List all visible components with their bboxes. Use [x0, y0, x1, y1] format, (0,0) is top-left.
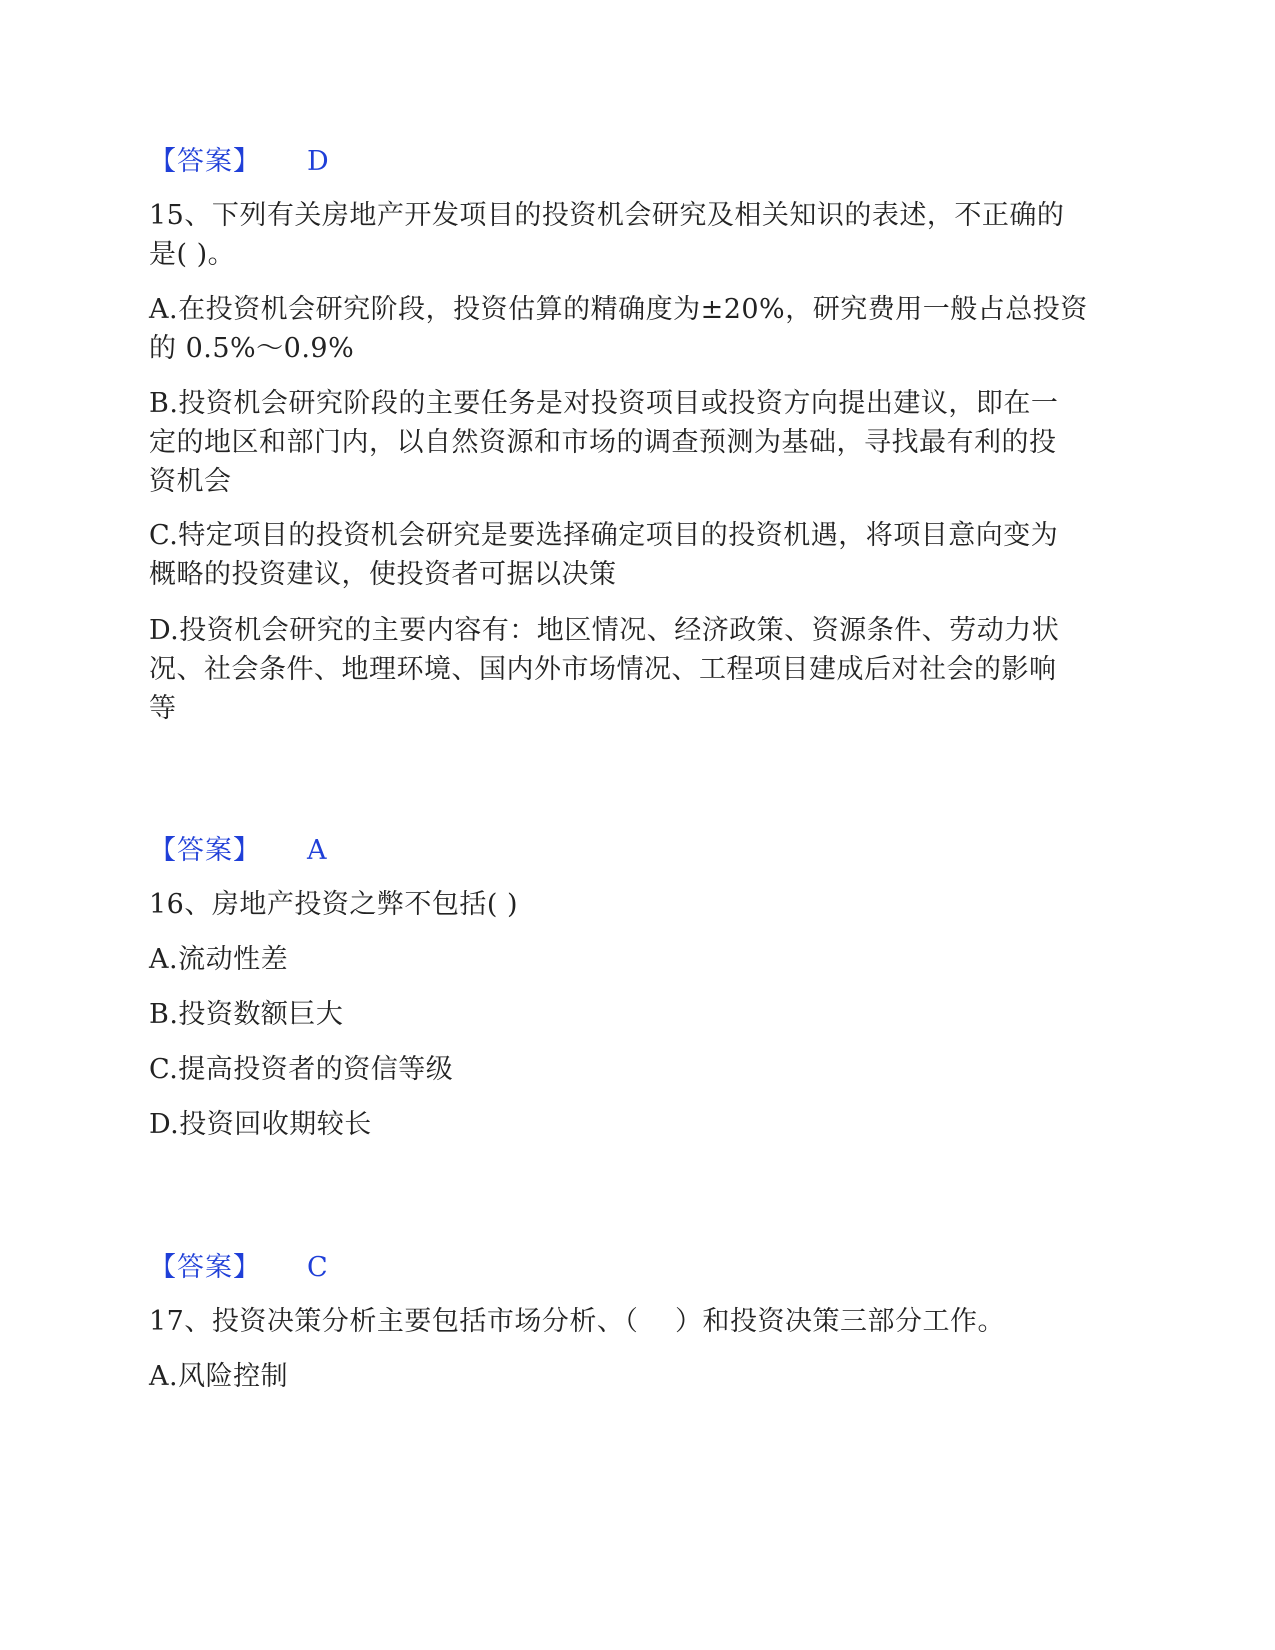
answer-label: 【答案】 — [149, 146, 261, 177]
question-16-text: 16、房地产投资之弊不包括( ) — [149, 889, 519, 920]
option-16-c: C.提高投资者的资信等级 — [149, 1054, 454, 1085]
answer-value: C — [307, 1252, 329, 1283]
option-15-a: A.在投资机会研究阶段，投资估算的精确度为±20%，研究费用一般占总投资 — [149, 294, 1088, 325]
answer-line-14 — [149, 142, 1119, 181]
option-15-c: C.特定项目的投资机会研究是要选择确定项目的投资机遇，将项目意向变为 — [149, 520, 1059, 551]
answer-line-16 — [149, 1248, 1119, 1287]
option-17-a: A.风险控制 — [149, 1361, 289, 1392]
answer-label: 【答案】 — [149, 1252, 261, 1283]
answer-line-15 — [149, 831, 1119, 870]
question-17-text: 17、投资决策分析主要包括市场分析、（ ）和投资决策三部分工作。 — [149, 1306, 1005, 1337]
option-15-c: 概略的投资建议，使投资者可据以决策 — [149, 559, 617, 590]
option-15-d: D.投资机会研究的主要内容有：地区情况、经济政策、资源条件、劳动力状 — [149, 615, 1060, 646]
answer-value: D — [307, 146, 330, 177]
question-15-text: 是( )。 — [149, 239, 236, 270]
answer-label: 【答案】 — [149, 835, 261, 866]
option-15-a: 的 0.5%～0.9% — [149, 333, 355, 364]
option-16-b: B.投资数额巨大 — [149, 999, 344, 1030]
option-15-b: B.投资机会研究阶段的主要任务是对投资项目或投资方向提出建议，即在一 — [149, 388, 1059, 419]
option-15-d: 等 — [149, 693, 177, 724]
option-16-a: A.流动性差 — [149, 944, 289, 975]
option-16-d: D.投资回收期较长 — [149, 1109, 372, 1140]
question-15-text: 15、下列有关房地产开发项目的投资机会研究及相关知识的表述，不正确的 — [149, 200, 1065, 231]
answer-value: A — [307, 835, 327, 866]
option-15-d: 况、社会条件、地理环境、国内外市场情况、工程项目建成后对社会的影响 — [149, 654, 1057, 685]
option-15-b: 定的地区和部门内，以自然资源和市场的调查预测为基础，寻找最有利的投 — [149, 427, 1057, 458]
option-15-b: 资机会 — [149, 466, 232, 497]
